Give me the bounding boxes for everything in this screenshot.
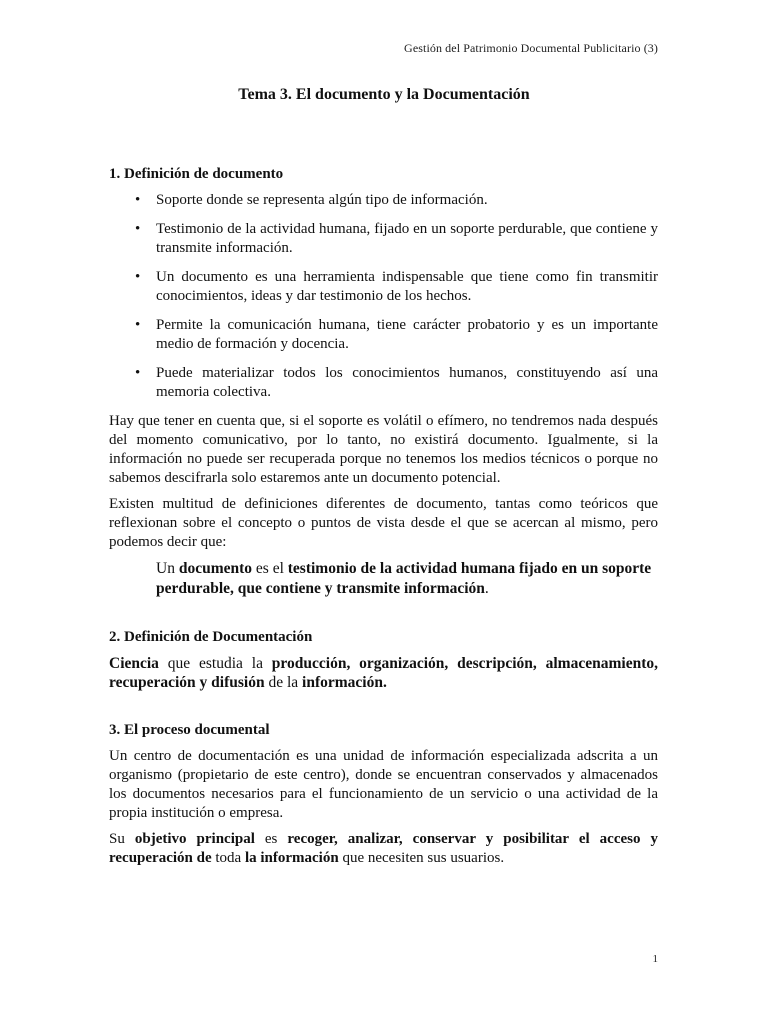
definition-list	[109, 191, 658, 402]
quote-text: Un	[156, 560, 179, 577]
text: toda	[211, 850, 245, 866]
document-body	[109, 165, 658, 868]
paragraph: Hay que tener en cuenta que, si el soporte es volátil o efímero, no tendremos nada después del momento comunicativo, por lo tanto, no existirá documento. Igualmente, si la información no puede ser recuperada porque no tenemos los medios técnicos o porque no sabemos descifrarla solo estaremos ante un documento potencial.	[109, 413, 658, 486]
section-1-heading: 1. Definición de documento	[109, 166, 284, 182]
bold-text: Ciencia	[109, 655, 159, 672]
paragraph	[109, 830, 658, 868]
paragraph: Un centro de documentación es una unidad de información especializada adscrita a un organismo (propietario de este centro), donde se encuentran conservados y almacenados los documentos necesarios para el funcionamiento de un servicio o una actividad de la propia institución o empresa.	[109, 748, 658, 821]
text: que estudia la	[158, 655, 272, 672]
text: es	[254, 831, 288, 847]
quote-text: es el	[252, 560, 288, 577]
paragraph	[109, 654, 658, 692]
text: que necesiten sus usuarios.	[338, 850, 505, 866]
section-2-heading: 2. Definición de Documentación	[109, 629, 313, 645]
quote-text: .	[484, 580, 489, 597]
list-item: • Puede materializar todos los conocimientos humanos, constituyendo así una memoria colectiva.	[109, 364, 658, 402]
bold-text: objetivo principal	[134, 831, 255, 847]
list-item: • Soporte donde se representa algún tipo de información.	[109, 191, 658, 210]
definition-quote	[156, 559, 658, 599]
list-item: • Un documento es una herramienta indispensable que tiene como fin transmitir conocimientos, ideas y dar testimonio de los hechos.	[109, 268, 658, 306]
bold-text: recoger, analizar, conservar y posibilitar el acceso y recuperación de	[109, 831, 658, 866]
text: Su	[109, 831, 135, 847]
bold-text: producción, organización, descripción, almacenamiento, recuperación y difusión	[109, 655, 658, 691]
section-3-heading: 3. El proceso documental	[109, 722, 270, 738]
running-header: Gestión del Patrimonio Documental Publicitario (3)	[404, 41, 658, 55]
list-item: • Permite la comunicación humana, tiene carácter probatorio y es un importante medio de formación y docencia.	[109, 316, 658, 354]
list-item: • Testimonio de la actividad humana, fijado en un soporte perdurable, que contiene y transmite información.	[109, 220, 658, 258]
page-number: 1	[652, 953, 658, 965]
paragraph: Existen multitud de definiciones diferentes de documento, tantas como teóricos que reflexionan sobre el concepto o puntos de vista desde el que se acercan al mismo, pero podemos decir que:	[109, 496, 658, 550]
bold-text: información.	[302, 674, 387, 691]
quote-bold: documento	[178, 560, 253, 577]
document-title: Tema 3. El documento y la Documentación	[238, 86, 530, 103]
text: de la	[264, 674, 303, 691]
bold-text: la información	[244, 850, 339, 866]
quote-bold: testimonio de la actividad humana fijado en un soporte perdurable, que contiene y transmite información	[156, 560, 652, 597]
